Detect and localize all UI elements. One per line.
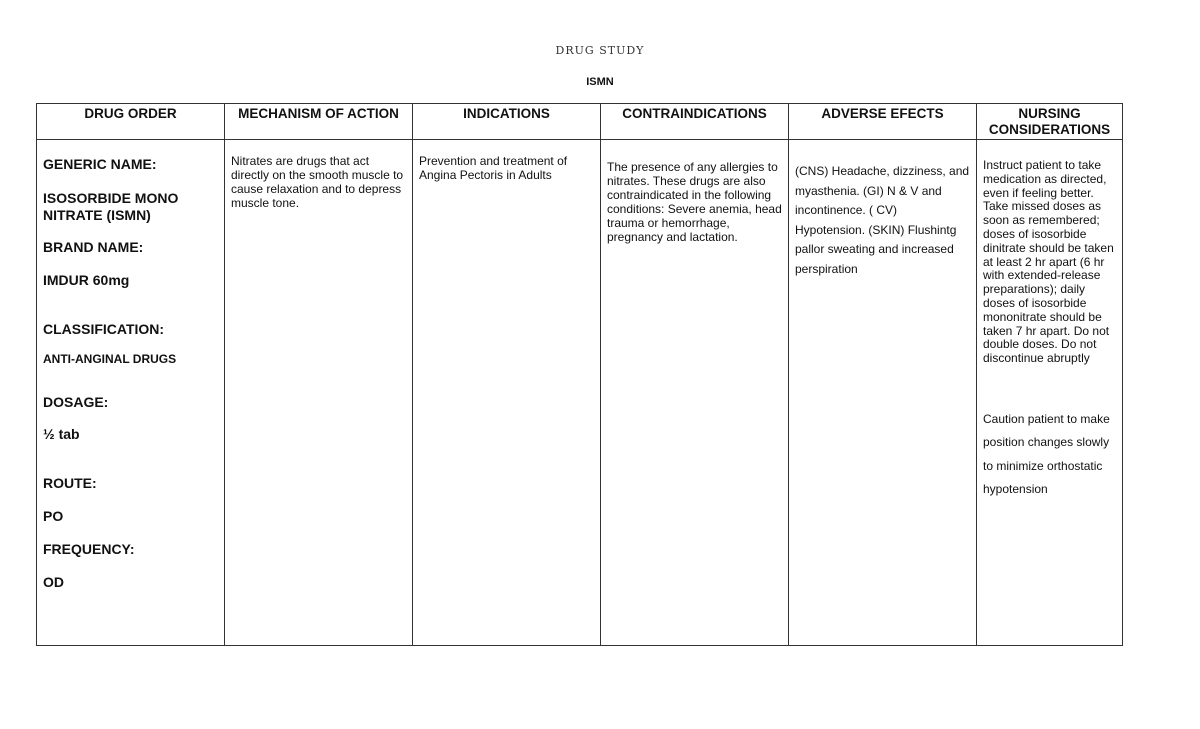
dosage-label: DOSAGE: xyxy=(43,394,109,410)
header-contraindications: CONTRAINDICATIONS xyxy=(601,104,789,140)
route-value: PO xyxy=(43,508,64,524)
classification-label: CLASSIFICATION: xyxy=(43,321,165,337)
drug-order-cell xyxy=(37,140,225,646)
mechanism-cell xyxy=(225,140,413,646)
dosage-value: ½ tab xyxy=(43,426,80,442)
contraindications-cell xyxy=(601,140,789,646)
frequency-label: FREQUENCY: xyxy=(43,541,135,557)
header-row xyxy=(37,104,1123,140)
brand-name-value: IMDUR 60mg xyxy=(43,272,130,288)
header-drug-order: DRUG ORDER xyxy=(37,104,225,140)
frequency-value: OD xyxy=(43,574,64,590)
header-indications: INDICATIONS xyxy=(413,104,601,140)
header-mechanism: MECHANISM OF ACTION xyxy=(225,104,413,140)
adverse-effects-cell xyxy=(789,140,977,646)
generic-name-value: ISOSORBIDE MONO NITRATE (ISMN) xyxy=(43,190,179,223)
contraindications-text: The presence of any allergies to nitrates. These drugs are also contraindicated in the following conditions: Severe anemia, head trauma or hemorrhage, pregnancy and lactation. xyxy=(607,160,782,244)
indications-text: Prevention and treatment of Angina Pectoris in Adults xyxy=(419,154,568,182)
drug-study-table xyxy=(36,103,1123,646)
table-row xyxy=(37,140,1123,646)
indications-cell xyxy=(413,140,601,646)
drug-abbreviation: ISMN xyxy=(586,76,614,88)
mechanism-text: Nitrates are drugs that act directly on the smooth muscle to cause relaxation and to depress muscle tone. xyxy=(231,154,404,210)
adverse-effects-text: (CNS) Headache, dizziness, and myasthenia. (GI) N & V and incontinence. ( CV) Hypotension. (SKIN) Flushintg pallor sweating and increased perspiration xyxy=(795,164,970,276)
nursing-cell xyxy=(977,140,1123,646)
generic-name-label: GENERIC NAME: xyxy=(43,156,157,172)
brand-name-label: BRAND NAME: xyxy=(43,239,144,255)
nursing-consideration-1: Instruct patient to take medication as directed, even if feeling better. Take missed doses as soon as remembered; doses of isosorbide dinitrate should be taken at least 2 hr apart (6 hr with extended-release preparations); daily doses of isosorbide mononitrate should be taken 7 hr apart. Do not double doses. Do not discontinue abruptly xyxy=(983,158,1114,366)
header-adverse-effects: ADVERSE EFECTS xyxy=(789,104,977,140)
header-nursing: NURSING CONSIDERATIONS xyxy=(977,104,1123,140)
route-label: ROUTE: xyxy=(43,475,97,491)
classification-value: ANTI-ANGINAL DRUGS xyxy=(43,352,177,366)
document-title: DRUG STUDY xyxy=(555,44,645,57)
nursing-consideration-2: Caution patient to make position changes slowly to minimize orthostatic hypotension xyxy=(983,411,1110,497)
